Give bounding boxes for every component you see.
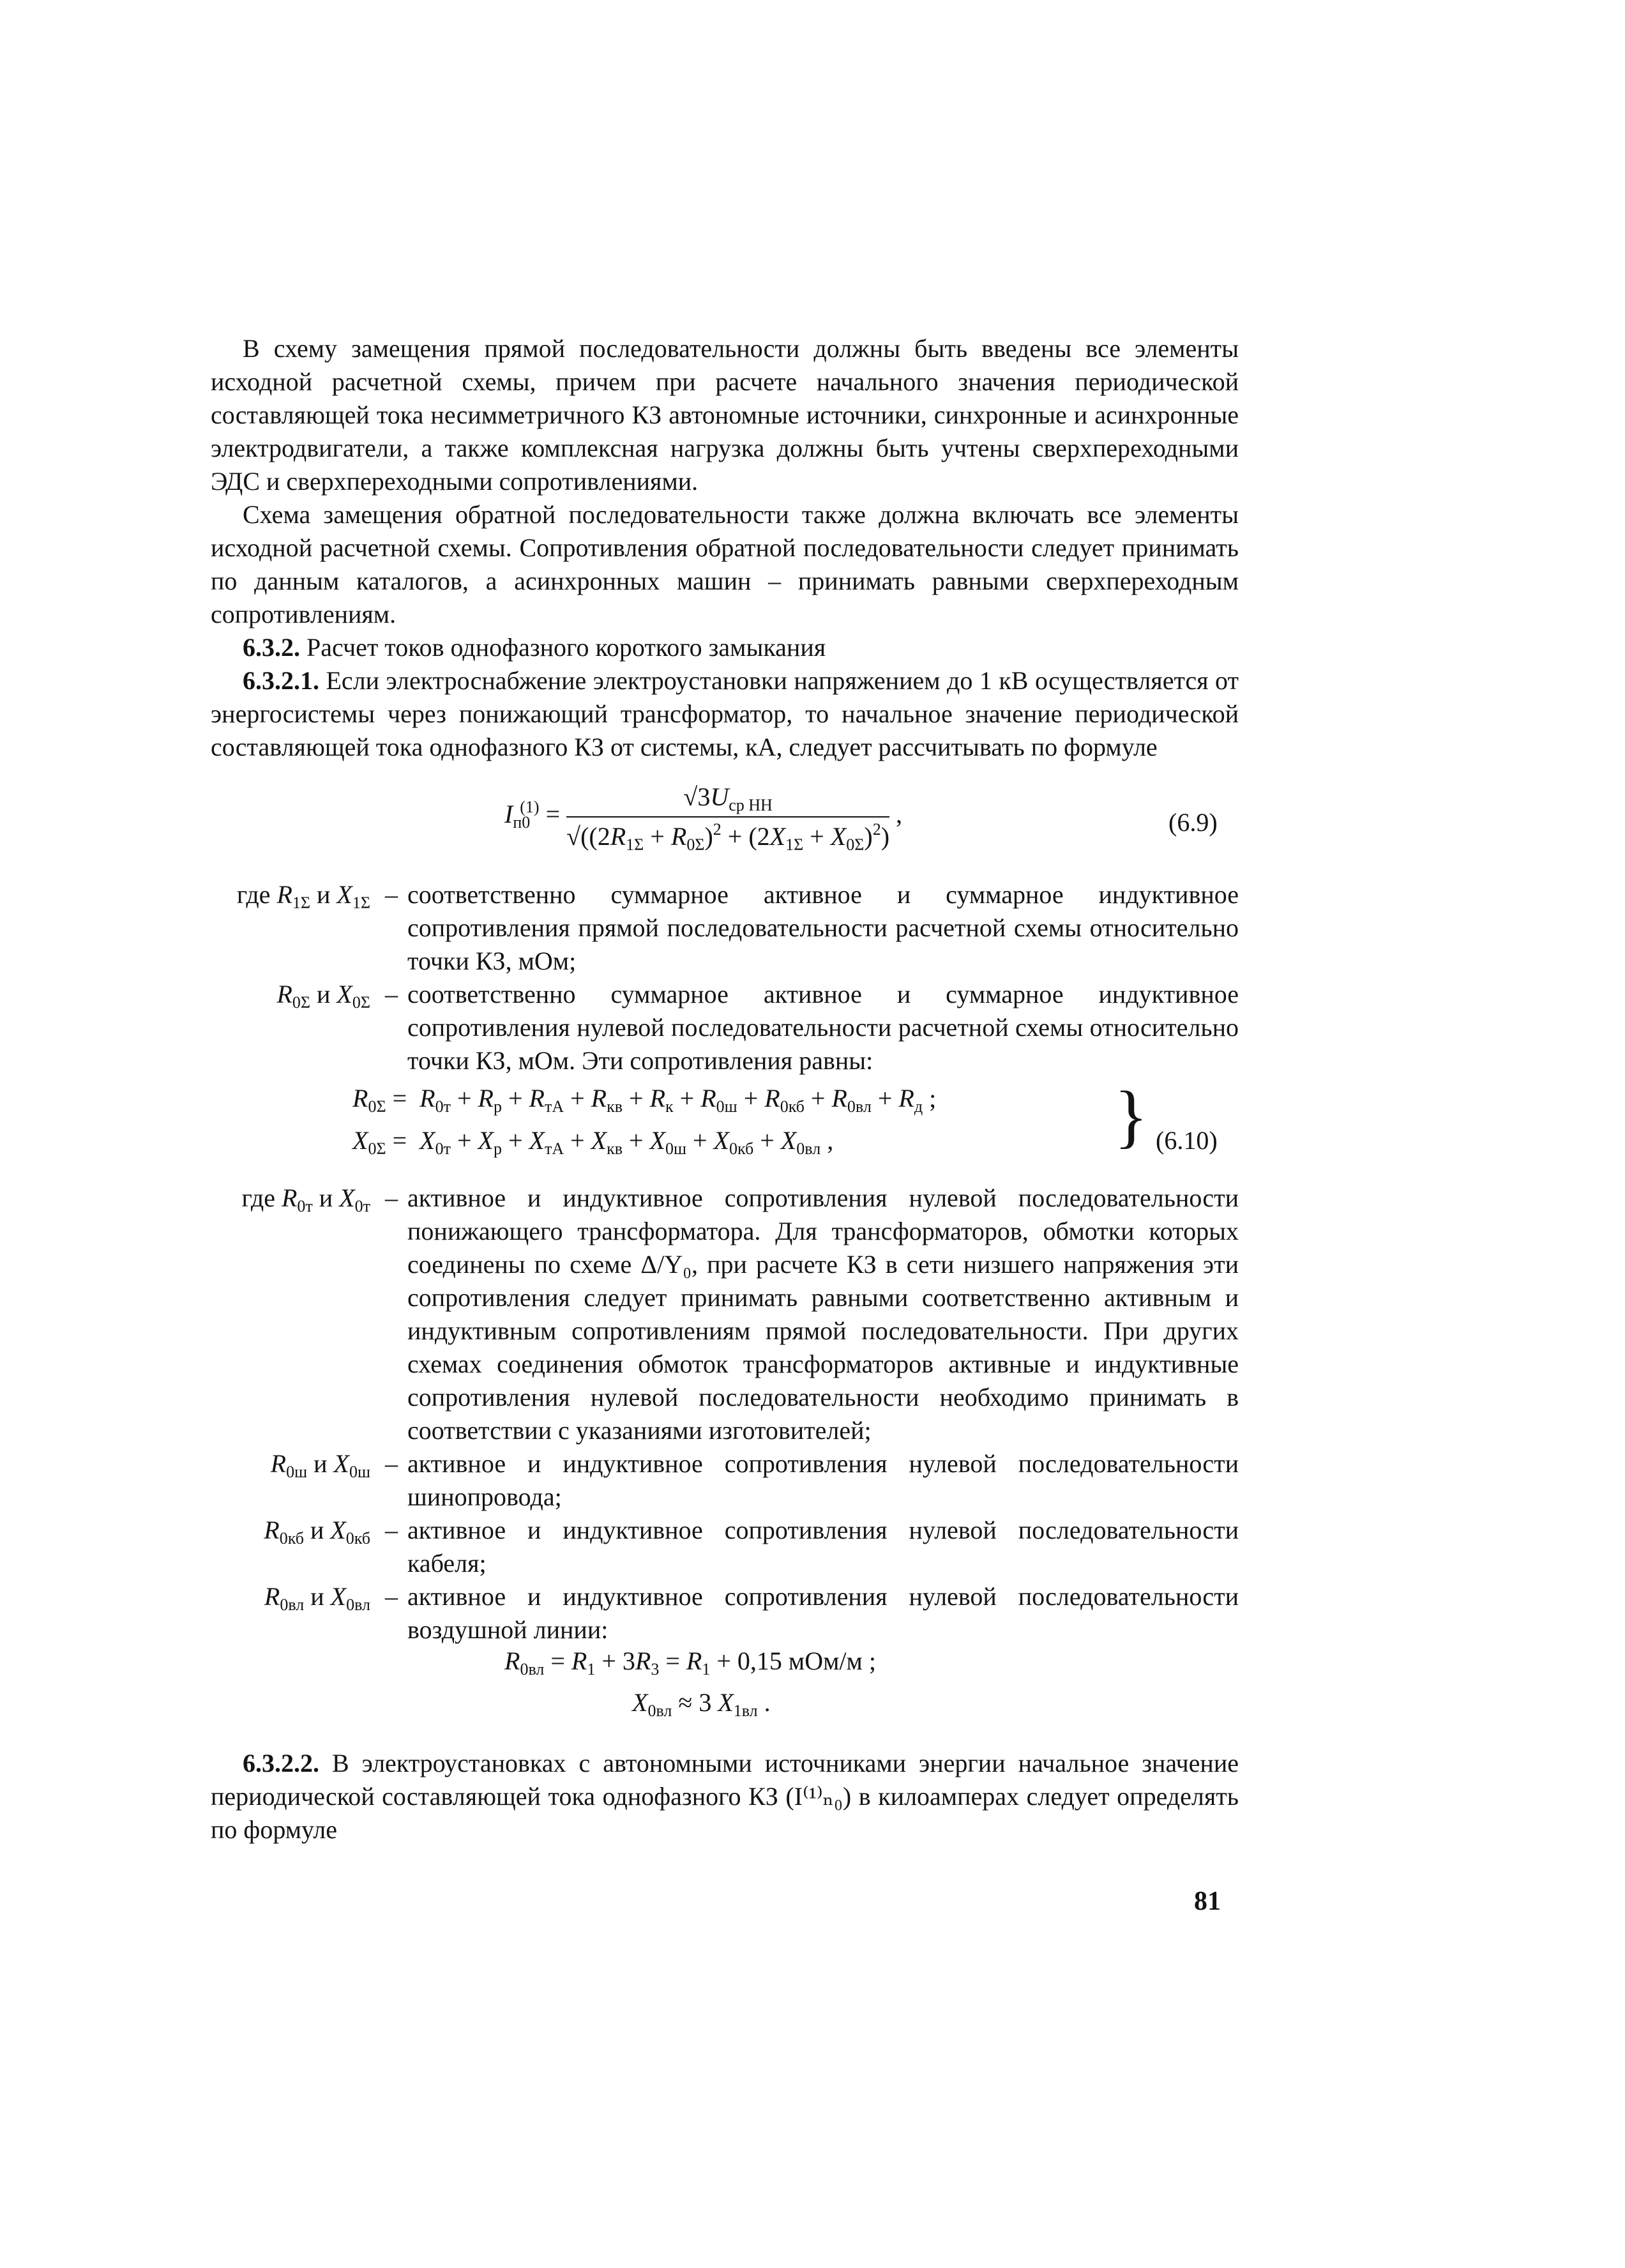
right-brace: } [1114,1077,1148,1155]
definition-text: активное и индуктивное сопротивления нулевой последовательности понижающего трансформатора. Для трансформаторов, обмотки которых соединены по схеме Δ/Y₀, при расчете КЗ в сети низшего напряжения эти сопротивления следует принимать равными соответственно активным и индуктивным сопротивлениям прямой последовательности. При других схемах соединения обмоток трансформаторов активные и индуктивные сопротивления нулевой последовательности необходимо принимать в соответствии с указаниями изготовителей; [407,1183,1239,1445]
paragraph-1: В схему замещения прямой последовательности должны быть введены все элементы исходной расчетной схемы, причем при расчете начального значения периодической составляющей тока несимметричного КЗ автономные источники, синхронные и асинхронные электродвигатели, а также комплексная нагрузка должны быть учтены сверхпереходными ЭДС и сверхпереходными сопротивлениями. [211,334,1239,496]
section-6-3-2-2 [211,1747,1239,1846]
body-text-bottom [211,1747,1239,1846]
definition-item: $R_{0\Sigma}$ и $X_{0\Sigma}$ – соответственно суммарное активное и суммарное индуктивное сопротивления нулевой последовательности расчетной схемы относительно точки КЗ, мОм. Эти сопротивления равны: [211,978,1239,1077]
definition-item: $R_{0ш}$ и $X_{0ш}$ – активное и индуктивное сопротивления нулевой последовательности шинопровода; [211,1447,1239,1514]
definition-item: $R_{0кб}$ и $X_{0кб}$ – активное и индуктивное сопротивления нулевой последовательности кабеля; [211,1514,1239,1580]
definition-text: активное и индуктивное сопротивления нулевой последовательности шинопровода; [407,1449,1239,1511]
definition-term: $R_{0кб}$ и $X_{0кб}$ [264,1516,370,1548]
definition-item: где $R_{0т}$ и $X_{0т}$ – активное и индуктивное сопротивления нулевой последовательности понижающего трансформатора. Для трансформаторов, обмотки которых соединены по схеме Δ/Y₀, при расчете КЗ в сети низшего напряжения эти сопротивления следует принимать равными соответственно активным и индуктивным сопротивлениям прямой последовательности. При других схемах соединения обмоток трансформаторов активные и индуктивные сопротивления нулевой последовательности необходимо принимать в соответствии с указаниями изготовителей; [211,1182,1239,1447]
formula-x0vl: $X_{0вл} \approx 3$ $X_{1вл}$ . [632,1688,771,1720]
formula-6-9: $I_{п0}^{(1)}$ = $\frac{√3U_{ср НН}}{√((2R_{1\Sigma} + R_{0\Sigma})^2 + (2X_{1\Sigma} + X_{0\Sigma})^2)}$ , [504,780,902,853]
definition-term: где $R_{0т}$ и $X_{0т}$ [241,1183,370,1215]
equation-number: (6.10) [1156,1126,1218,1155]
section-text: Если электроснабжение электроустановки напряжением до 1 кВ осуществляется от энергосистемы через понижающий трансформатор, то начальное значение периодической составляющей тока однофазного КЗ от системы, кА, следует рассчитывать по формуле [211,666,1239,761]
section-text: В электроустановках с автономными источниками энергии начальное значение периодической составляющей тока однофазного КЗ (I⁽¹⁾ₙ₀) в килоамперах следует определять по формуле [211,1749,1239,1844]
formula-6-10-line-2: $X_{0\Sigma} = X_{0т} + X_р + X_{тА} + X_{кв} + X_{0ш} + X_{0кб} + X_{0вл}$ , [352,1126,834,1158]
section-6-3-2-1 [211,664,1239,764]
section-title: Расчет токов однофазного короткого замыкания [306,633,826,662]
definition-text: соответственно суммарное активное и суммарное индуктивное сопротивления нулевой последовательности расчетной схемы относительно точки КЗ, мОм. Эти сопротивления равны: [407,980,1239,1075]
section-6-3-2 [211,631,1239,664]
definition-term: $R_{0ш}$ и $X_{0ш}$ [270,1449,370,1481]
section-number: 6.3.2.1. [243,666,319,695]
formula-r0vl: $R_{0вл} = R_1 + 3R_3 = R_1 + 0,15$ мОм/м ; [504,1647,876,1678]
formula-fraction: $\frac{√3U_{ср НН}}{√((2R_{1\Sigma} + R_{0\Sigma})^2 + (2X_{1\Sigma} + X_{0\Sigma})^2)}$ [566,780,889,853]
definition-text: активное и индуктивное сопротивления нулевой последовательности воздушной линии: [407,1582,1239,1644]
section-number: 6.3.2.2. [243,1749,319,1777]
definition-term: где $R_{1\Sigma}$ и $X_{1\Sigma}$ [236,880,370,912]
body-text-top [211,332,1239,764]
definition-text: активное и индуктивное сопротивления нулевой последовательности кабеля; [407,1516,1239,1578]
definitions-list-2 [211,1182,1239,1647]
formula-6-10-line-1: $R_{0\Sigma} = R_{0т} + R_р + R_{тА} + R_{кв} + R_к + R_{0ш} + R_{0кб} + R_{0вл} + R_д$ ; [352,1084,937,1116]
definitions-list-1 [211,878,1239,1077]
definition-term: $R_{0\Sigma}$ и $X_{0\Sigma}$ [276,980,370,1012]
definition-item: $R_{0вл}$ и $X_{0вл}$ – активное и индуктивное сопротивления нулевой последовательности воздушной линии: [211,1580,1239,1647]
equation-number: (6.9) [1168,808,1218,837]
page-number: 81 [1194,1887,1221,1916]
definition-term: $R_{0вл}$ и $X_{0вл}$ [264,1582,370,1614]
definition-item: где $R_{1\Sigma}$ и $X_{1\Sigma}$ – соответственно суммарное активное и суммарное индуктивное сопротивления прямой последовательности расчетной схемы относительно точки КЗ, мОм; [211,878,1239,978]
paragraph-2: Схема замещения обратной последовательности также должна включать все элементы исходной расчетной схемы. Сопротивления обратной последовательности следует принимать по данным каталогов, а асинхронных машин – принимать равными сверхпереходным сопротивлениям. [211,500,1239,628]
definition-text: соответственно суммарное активное и суммарное индуктивное сопротивления прямой последовательности расчетной схемы относительно точки КЗ, мОм; [407,880,1239,975]
section-number: 6.3.2. [243,633,300,662]
